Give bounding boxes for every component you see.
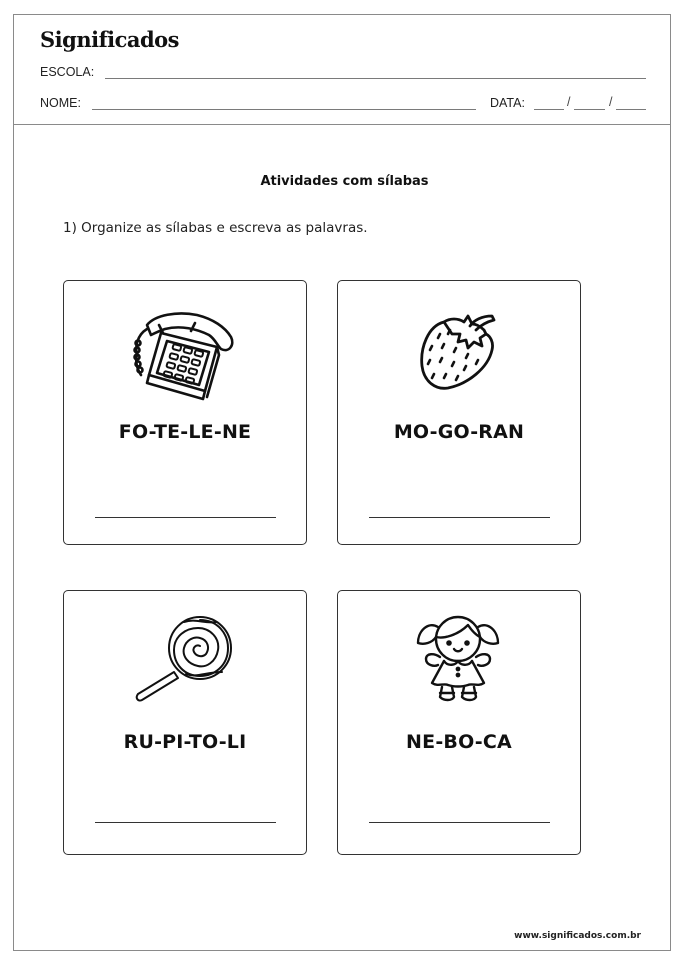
- syllable-card: [63, 590, 307, 855]
- worksheet-title: [0, 174, 685, 189]
- answer-field[interactable]: [95, 517, 276, 518]
- answer-field[interactable]: [369, 517, 550, 518]
- date-label: DATA:: [490, 96, 525, 110]
- date-year-field[interactable]: [616, 109, 646, 110]
- syllables-text: RU-PI-TO-LI: [123, 731, 247, 753]
- header: [14, 15, 670, 125]
- telephone-icon: [64, 303, 306, 403]
- worksheet-title-text: Atividades com sílabas: [260, 174, 429, 189]
- syllables-text: MO-GO-RAN: [393, 421, 525, 443]
- answer-field[interactable]: [95, 822, 276, 823]
- syllable-card: [337, 590, 581, 855]
- syllables-text: FO-TE-LE-NE: [118, 421, 252, 443]
- school-label: ESCOLA:: [40, 65, 95, 79]
- syllable-card: [337, 280, 581, 545]
- name-field[interactable]: [92, 109, 476, 110]
- date-day-field[interactable]: [534, 109, 564, 110]
- syllable-card: [63, 280, 307, 545]
- lollipop-icon: [64, 609, 306, 709]
- brand-logo: Significados: [40, 27, 179, 52]
- name-label: NOME:: [40, 96, 81, 110]
- date-separator: /: [567, 95, 571, 109]
- date-month-field[interactable]: [574, 109, 605, 110]
- school-field[interactable]: [105, 78, 646, 79]
- answer-field[interactable]: [369, 822, 550, 823]
- footer-url: www.significados.com.br: [514, 931, 641, 941]
- doll-icon: [338, 605, 580, 705]
- syllables-text: NE-BO-CA: [406, 731, 512, 753]
- date-separator: /: [609, 95, 613, 109]
- instruction-text: 1) Organize as sílabas e escreva as palavras.: [63, 220, 368, 236]
- strawberry-icon: [338, 303, 580, 403]
